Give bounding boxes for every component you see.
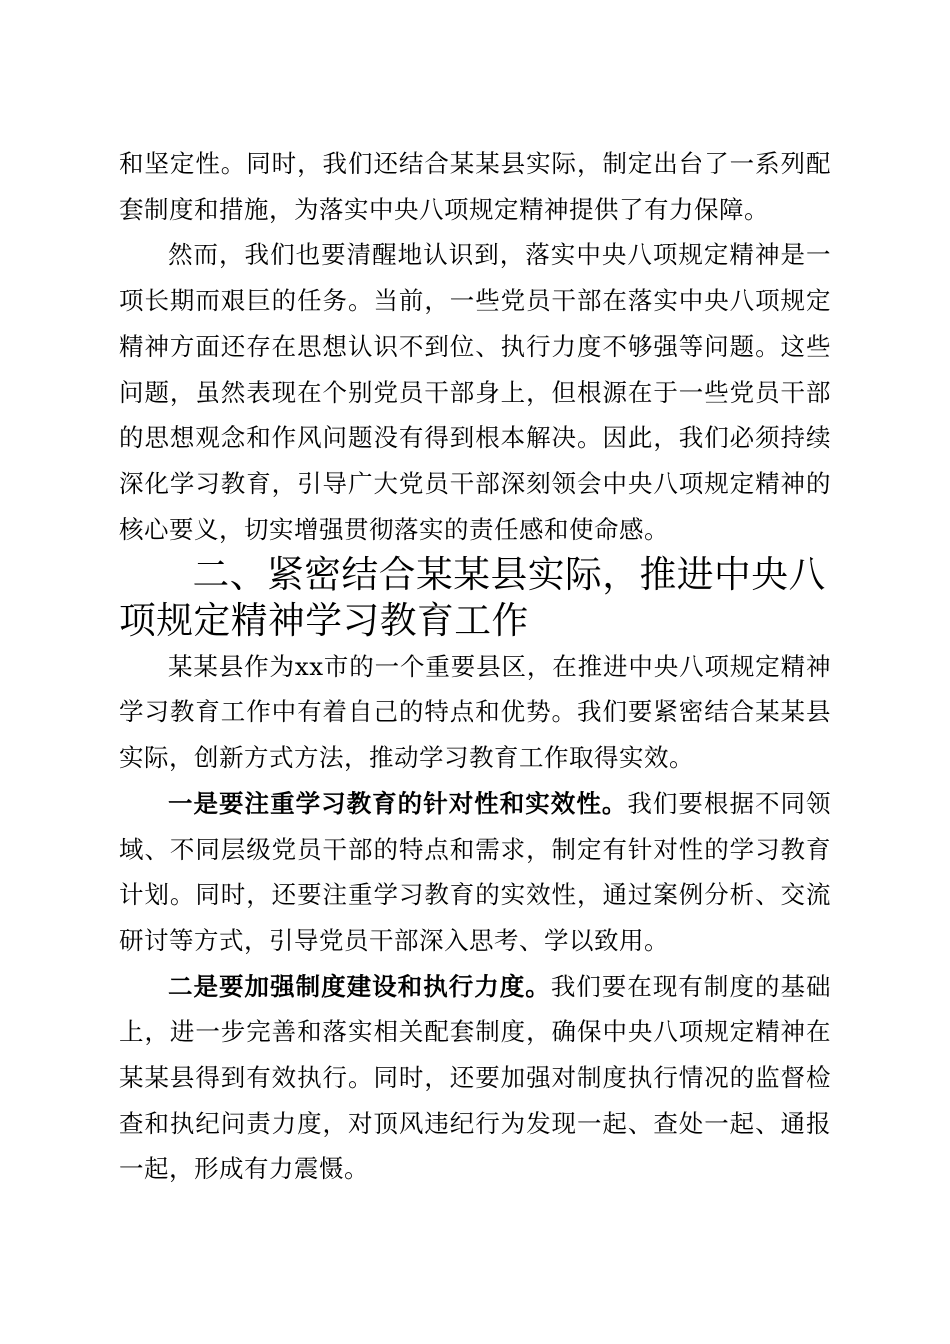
point-1-lead: 一是要注重学习教育的针对性和实效性。 [168, 788, 628, 818]
paragraph-point-2 [119, 964, 831, 1193]
paragraph-point-1 [119, 781, 831, 964]
section-heading-2: 二、紧密结合某某县实际，推进中央八项规定精神学习教育工作 [119, 553, 826, 643]
paragraph-county-intro: 某某县作为xx市的一个重要县区，在推进中央八项规定精神学习教育工作中有着自己的特点和优势。我们要紧密结合某某县实际，创新方式方法，推动学习教育工作取得实效。 [119, 651, 831, 773]
document-page [119, 141, 831, 1192]
paragraph-continuation: 和坚定性。同时，我们还结合某某县实际，制定出台了一系列配套制度和措施，为落实中央八项规定精神提供了有力保障。 [119, 149, 831, 224]
paragraph-problems: 然而，我们也要清醒地认识到，落实中央八项规定精神是一项长期而艰巨的任务。当前，一些党员干部在落实中央八项规定精神方面还存在思想认识不到位、执行力度不够强等问题。这些问题，虽然表现在个别党员干部身上，但根源在于一些党员干部的思想观念和作风问题没有得到根本解决。因此，我们必须持续深化学习教育，引导广大党员干部深刻领会中央八项规定精神的核心要义，切实增强贯彻落实的责任感和使命感。 [119, 240, 831, 544]
point-2-body: 我们要在现有制度的基础上，进一步完善和落实相关配套制度，确保中央八项规定精神在某某县得到有效执行。同时，还要加强对制度执行情况的监督检查和执纪问责力度，对顶风违纪行为发现一起、查处一起、通报一起，形成有力震慑。 [119, 971, 832, 1184]
point-1-body: 我们要根据不同领域、不同层级党员干部的特点和需求，制定有针对性的学习教育计划。同时，还要注重学习教育的实效性，通过案例分析、交流研讨等方式，引导党员干部深入思考、学以致用。 [119, 788, 831, 955]
point-2-lead: 二是要加强制度建设和执行力度。 [168, 971, 551, 1001]
